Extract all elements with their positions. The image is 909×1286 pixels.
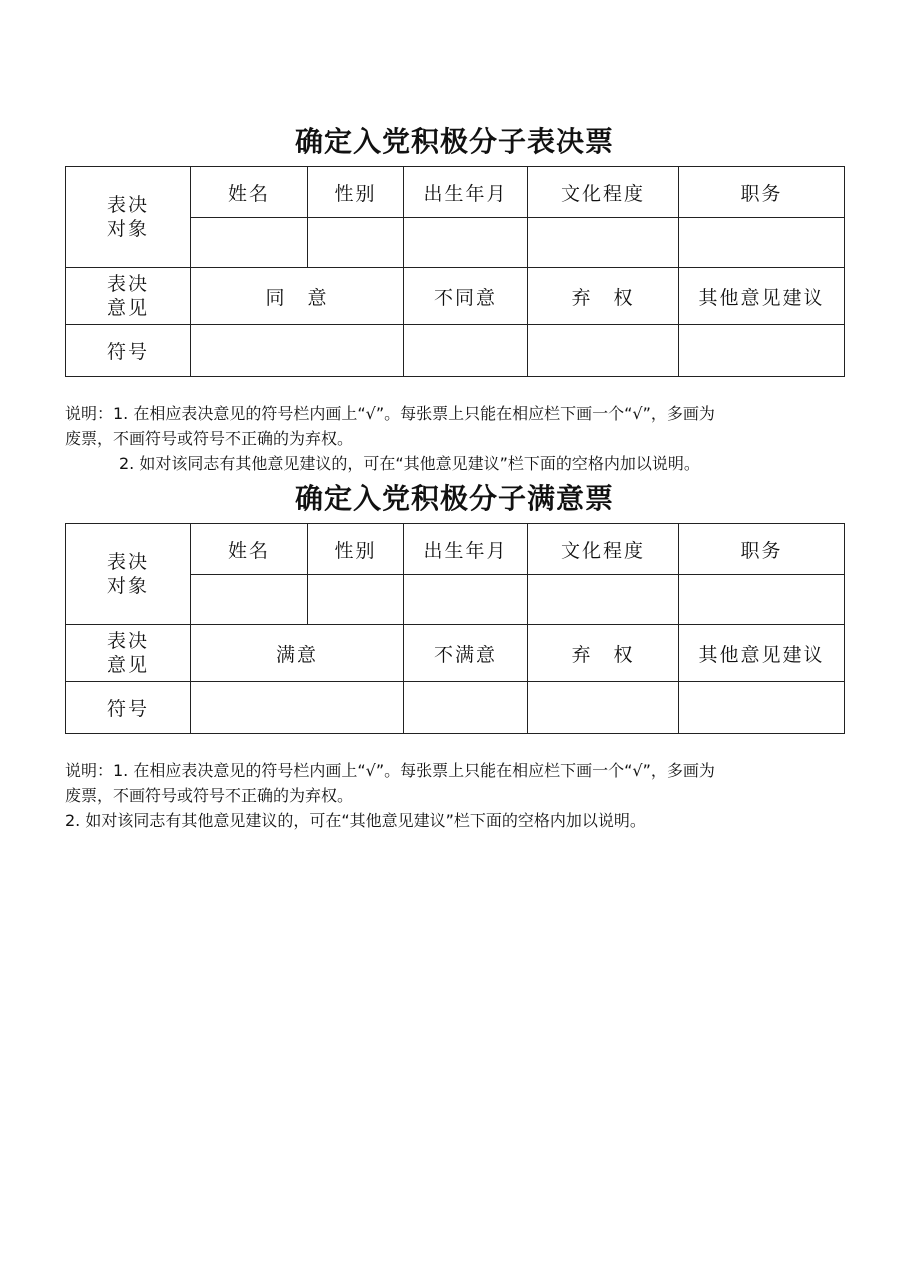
- option-agree: 同 意: [191, 268, 404, 325]
- option-other: 其他意见建议: [679, 268, 845, 325]
- table-row: [66, 268, 845, 325]
- note-line: 说明：1. 在相应表决意见的符号栏内画上“√”。每张票上只能在相应栏下画一个“√”，多画为: [65, 761, 715, 780]
- header-birth: 出生年月: [404, 524, 528, 575]
- option-abstain: 弃 权: [528, 625, 679, 682]
- mark-unsatisfied-cell[interactable]: [404, 682, 528, 734]
- position-field[interactable]: [679, 575, 845, 625]
- subject-label-line: 对象: [106, 218, 149, 240]
- mark-other-cell[interactable]: [679, 325, 845, 377]
- table-row: [66, 625, 845, 682]
- ballot-table: [65, 523, 845, 734]
- mark-agree-cell[interactable]: [191, 325, 404, 377]
- table-row: [66, 524, 845, 575]
- ballot-notes: [65, 401, 855, 476]
- note-line: 2. 如对该同志有其他意见建议的，可在“其他意见建议”栏下面的空格内加以说明。: [119, 454, 700, 473]
- education-field[interactable]: [528, 575, 679, 625]
- opinion-label-cell: [66, 625, 191, 682]
- education-field[interactable]: [528, 218, 679, 268]
- ballot-title: 确定入党积极分子表决票: [294, 125, 614, 158]
- mark-label: 符号: [66, 325, 191, 377]
- opinion-label-line: 表决: [106, 630, 149, 652]
- mark-disagree-cell[interactable]: [404, 325, 528, 377]
- header-position: 职务: [679, 524, 845, 575]
- option-disagree: 不同意: [404, 268, 528, 325]
- gender-field[interactable]: [308, 575, 404, 625]
- ballot-table: [65, 166, 845, 377]
- table-row: [66, 167, 845, 218]
- subject-label-line: 对象: [106, 575, 149, 597]
- ballot-notes: [65, 758, 855, 833]
- note-line: 说明：1. 在相应表决意见的符号栏内画上“√”。每张票上只能在相应栏下画一个“√”，多画为: [65, 404, 715, 423]
- option-other: 其他意见建议: [679, 625, 845, 682]
- opinion-label-line: 表决: [106, 273, 149, 295]
- header-education: 文化程度: [528, 524, 679, 575]
- mark-other-cell[interactable]: [679, 682, 845, 734]
- birth-field[interactable]: [404, 575, 528, 625]
- note-line: 2. 如对该同志有其他意见建议的，可在“其他意见建议”栏下面的空格内加以说明。: [65, 811, 646, 830]
- table-row: [66, 682, 845, 734]
- option-satisfied: 满意: [191, 625, 404, 682]
- subject-label-line: 表决: [106, 551, 149, 573]
- mark-abstain-cell[interactable]: [528, 325, 679, 377]
- name-field[interactable]: [191, 218, 308, 268]
- name-field[interactable]: [191, 575, 308, 625]
- satisfaction-ballot: [65, 479, 844, 833]
- position-field[interactable]: [679, 218, 845, 268]
- header-name: 姓名: [191, 167, 308, 218]
- table-row: [66, 325, 845, 377]
- opinion-label-line: 意见: [106, 297, 149, 319]
- ballot-title: 确定入党积极分子满意票: [294, 482, 614, 515]
- header-position: 职务: [679, 167, 845, 218]
- gender-field[interactable]: [308, 218, 404, 268]
- header-gender: 性别: [308, 524, 404, 575]
- mark-abstain-cell[interactable]: [528, 682, 679, 734]
- header-gender: 性别: [308, 167, 404, 218]
- voting-ballot: [65, 122, 844, 476]
- header-birth: 出生年月: [404, 167, 528, 218]
- option-unsatisfied: 不满意: [404, 625, 528, 682]
- header-education: 文化程度: [528, 167, 679, 218]
- subject-label-cell: [66, 167, 191, 268]
- subject-label-cell: [66, 524, 191, 625]
- opinion-label-cell: [66, 268, 191, 325]
- note-line: 废票，不画符号或符号不正确的为弃权。: [65, 429, 354, 448]
- note-line: 废票，不画符号或符号不正确的为弃权。: [65, 786, 354, 805]
- opinion-label-line: 意见: [106, 654, 149, 676]
- mark-satisfied-cell[interactable]: [191, 682, 404, 734]
- birth-field[interactable]: [404, 218, 528, 268]
- header-name: 姓名: [191, 524, 308, 575]
- option-abstain: 弃 权: [528, 268, 679, 325]
- subject-label-line: 表决: [106, 194, 149, 216]
- mark-label: 符号: [66, 682, 191, 734]
